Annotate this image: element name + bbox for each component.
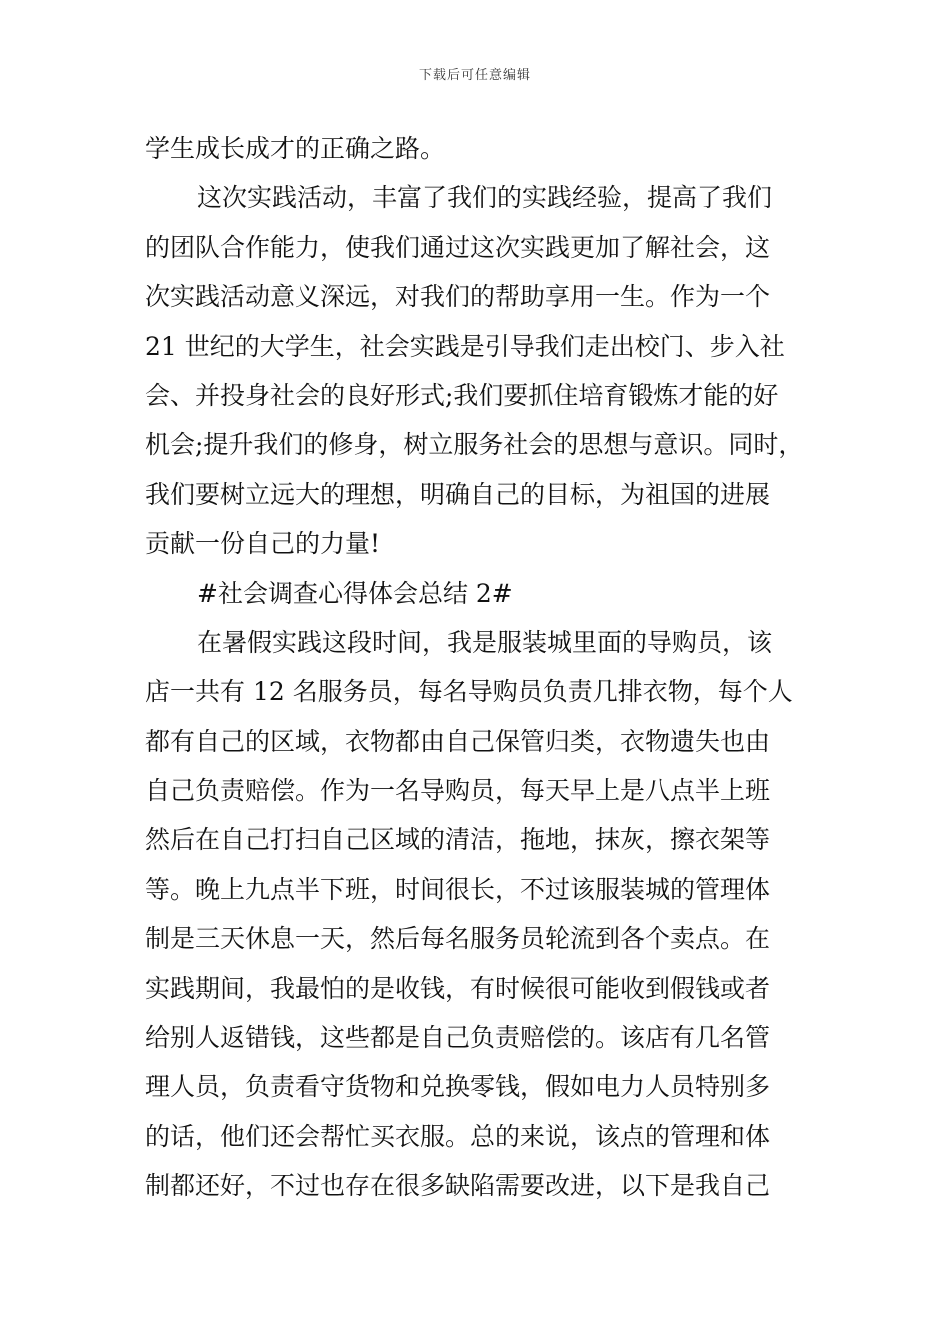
page-header: 下载后可任意编辑 bbox=[418, 68, 531, 83]
text-line: 在暑假实践这段时间，我是服装城里面的导购员，该 bbox=[197, 627, 773, 657]
text-line: 制都还好，不过也存在很多缺陷需要改进，以下是我自己 bbox=[145, 1171, 771, 1201]
text-line: 的话，他们还会帮忙买衣服。总的来说，该点的管理和体 bbox=[145, 1121, 771, 1151]
text-line: 学生成长成才的正确之路。 bbox=[145, 134, 446, 163]
text-line: 次实践活动意义深远，对我们的帮助享用一生。作为一个 bbox=[145, 282, 771, 312]
text-line: 的团队合作能力，使我们通过这次实践更加了解社会，这 bbox=[145, 232, 771, 262]
document-body bbox=[145, 124, 825, 1211]
text-line: 给别人返错钱，这些都是自己负责赔偿的。该店有几名管 bbox=[145, 1023, 771, 1053]
text-line: 贡献一份自己的力量! bbox=[145, 529, 381, 559]
text-line: 等。晚上九点半下班，时间很长，不过该服装城的管理体 bbox=[145, 874, 771, 904]
text-line: 实践期间，我最怕的是收钱，有时候很可能收到假钱或者 bbox=[145, 973, 771, 1003]
text-line: 理人员，负责看守货物和兑换零钱，假如电力人员特别多 bbox=[145, 1072, 771, 1102]
section-heading: #社会调查心得体会总结 2# bbox=[197, 578, 513, 608]
text-line: 制是三天休息一天，然后每名服务员轮流到各个卖点。在 bbox=[145, 924, 771, 954]
text-line: 21 世纪的大学生，社会实践是引导我们走出校门、步入社 bbox=[145, 331, 785, 361]
text-line: 我们要树立远大的理想，明确自己的目标，为祖国的进展 bbox=[145, 479, 771, 509]
text-line: 机会;提升我们的修身，树立服务社会的思想与意识。同时， bbox=[145, 430, 804, 460]
text-line: 店一共有 12 名服务员，每名导购员负责几排衣物，每个人 bbox=[145, 677, 793, 707]
text-line: 会、并投身社会的良好形式;我们要抓住培育锻炼才能的好 bbox=[145, 380, 779, 410]
text-line: 然后在自己打扫自己区域的清洁，拖地，抹灰，擦衣架等 bbox=[145, 825, 771, 855]
text-line: 这次实践活动，丰富了我们的实践经验，提高了我们 bbox=[197, 183, 773, 213]
text-line: 都有自己的区域，衣物都由自己保管归类，衣物遗失也由 bbox=[145, 726, 771, 756]
text-line: 自己负责赔偿。作为一名导购员，每天早上是八点半上班 bbox=[145, 776, 771, 806]
